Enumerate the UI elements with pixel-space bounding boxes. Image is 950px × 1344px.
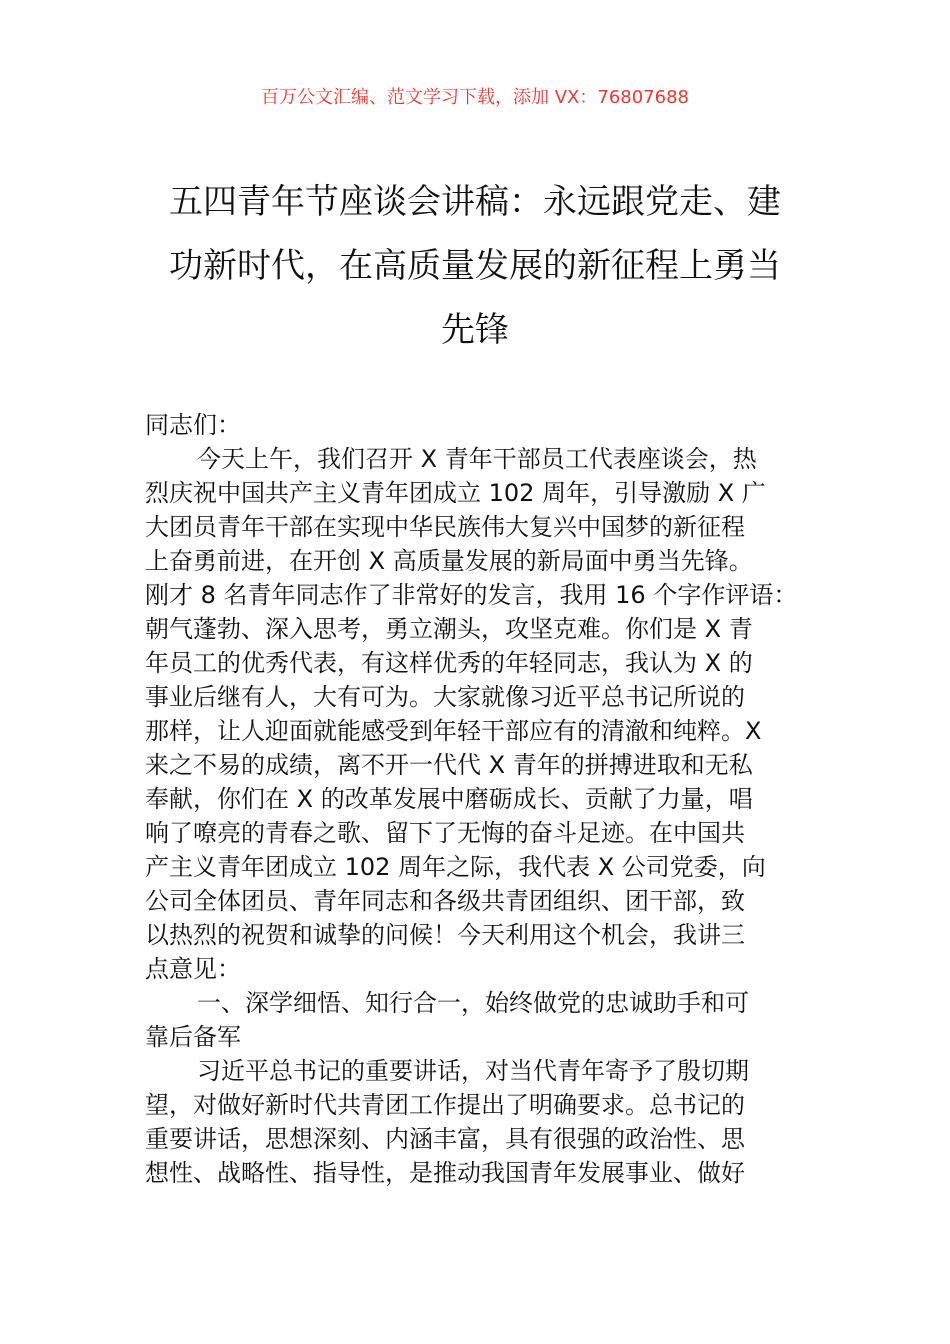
paragraph-line: 来之不易的成绩，离不开一代代 X 青年的拼搏进取和无私 xyxy=(145,751,753,779)
paragraph-line: 重要讲话，思想深刻、内涵丰富，具有很强的政治性、思 xyxy=(145,1125,745,1153)
paragraph-line: 公司全体团员、青年同志和各级共青团组织、团干部，致 xyxy=(145,887,745,915)
paragraph-line: 刚才 8 名青年同志作了非常好的发言，我用 16 个字作评语： xyxy=(145,581,798,609)
paragraph-line: 点意见： xyxy=(145,955,241,983)
header-note: 百万公文汇编、范文学习下载，添加 VX：76807688 xyxy=(261,87,689,108)
paragraph-line: 大团员青年干部在实现中华民族伟大复兴中国梦的新征程 xyxy=(145,513,745,541)
paragraph-line: 以热烈的祝贺和诚挚的问候！今天利用这个机会，我讲三 xyxy=(145,921,745,949)
paragraph-line: 产主义青年团成立 102 周年之际，我代表 X 公司党委，向 xyxy=(145,853,766,881)
document-title xyxy=(0,176,950,368)
paragraph-line: 望，对做好新时代共青团工作提出了明确要求。总书记的 xyxy=(145,1091,745,1119)
paragraph-line: 习近平总书记的重要讲话，对当代青年寄予了殷切期 xyxy=(197,1057,749,1085)
paragraph-line: 上奋勇前进，在开创 X 高质量发展的新局面中勇当先锋。 xyxy=(145,547,753,575)
section-heading-line: 一、深学细悟、知行合一，始终做党的忠诚助手和可 xyxy=(197,989,749,1017)
paragraph-line: 奉献，你们在 X 的改革发展中磨砺成长、贡献了力量，唱 xyxy=(145,785,753,813)
paragraph-line: 那样，让人迎面就能感受到年轻干部应有的清澈和纯粹。X xyxy=(145,717,762,745)
title-line: 先锋 xyxy=(441,310,509,350)
document-body xyxy=(145,408,845,1190)
paragraph-line: 事业后继有人，大有可为。大家就像习近平总书记所说的 xyxy=(145,683,745,711)
paragraph-line: 烈庆祝中国共产主义青年团成立 102 周年，引导激励 X 广 xyxy=(145,479,766,507)
salutation: 同志们： xyxy=(145,411,241,439)
paragraph-line: 响了嘹亮的青春之歌、留下了无悔的奋斗足迹。在中国共 xyxy=(145,819,745,847)
paragraph-line: 年员工的优秀代表，有这样优秀的年轻同志，我认为 X 的 xyxy=(145,649,753,677)
title-line: 功新时代，在高质量发展的新征程上勇当 xyxy=(169,246,781,286)
paragraph-line: 想性、战略性、指导性，是推动我国青年发展事业、做好 xyxy=(145,1159,745,1187)
paragraph-line: 今天上午，我们召开 X 青年干部员工代表座谈会，热 xyxy=(197,445,757,473)
title-line: 五四青年节座谈会讲稿：永远跟党走、建 xyxy=(169,182,781,222)
paragraph-line: 朝气蓬勃、深入思考，勇立潮头，攻坚克难。你们是 X 青 xyxy=(145,615,753,643)
section-heading-line: 靠后备军 xyxy=(145,1023,241,1051)
